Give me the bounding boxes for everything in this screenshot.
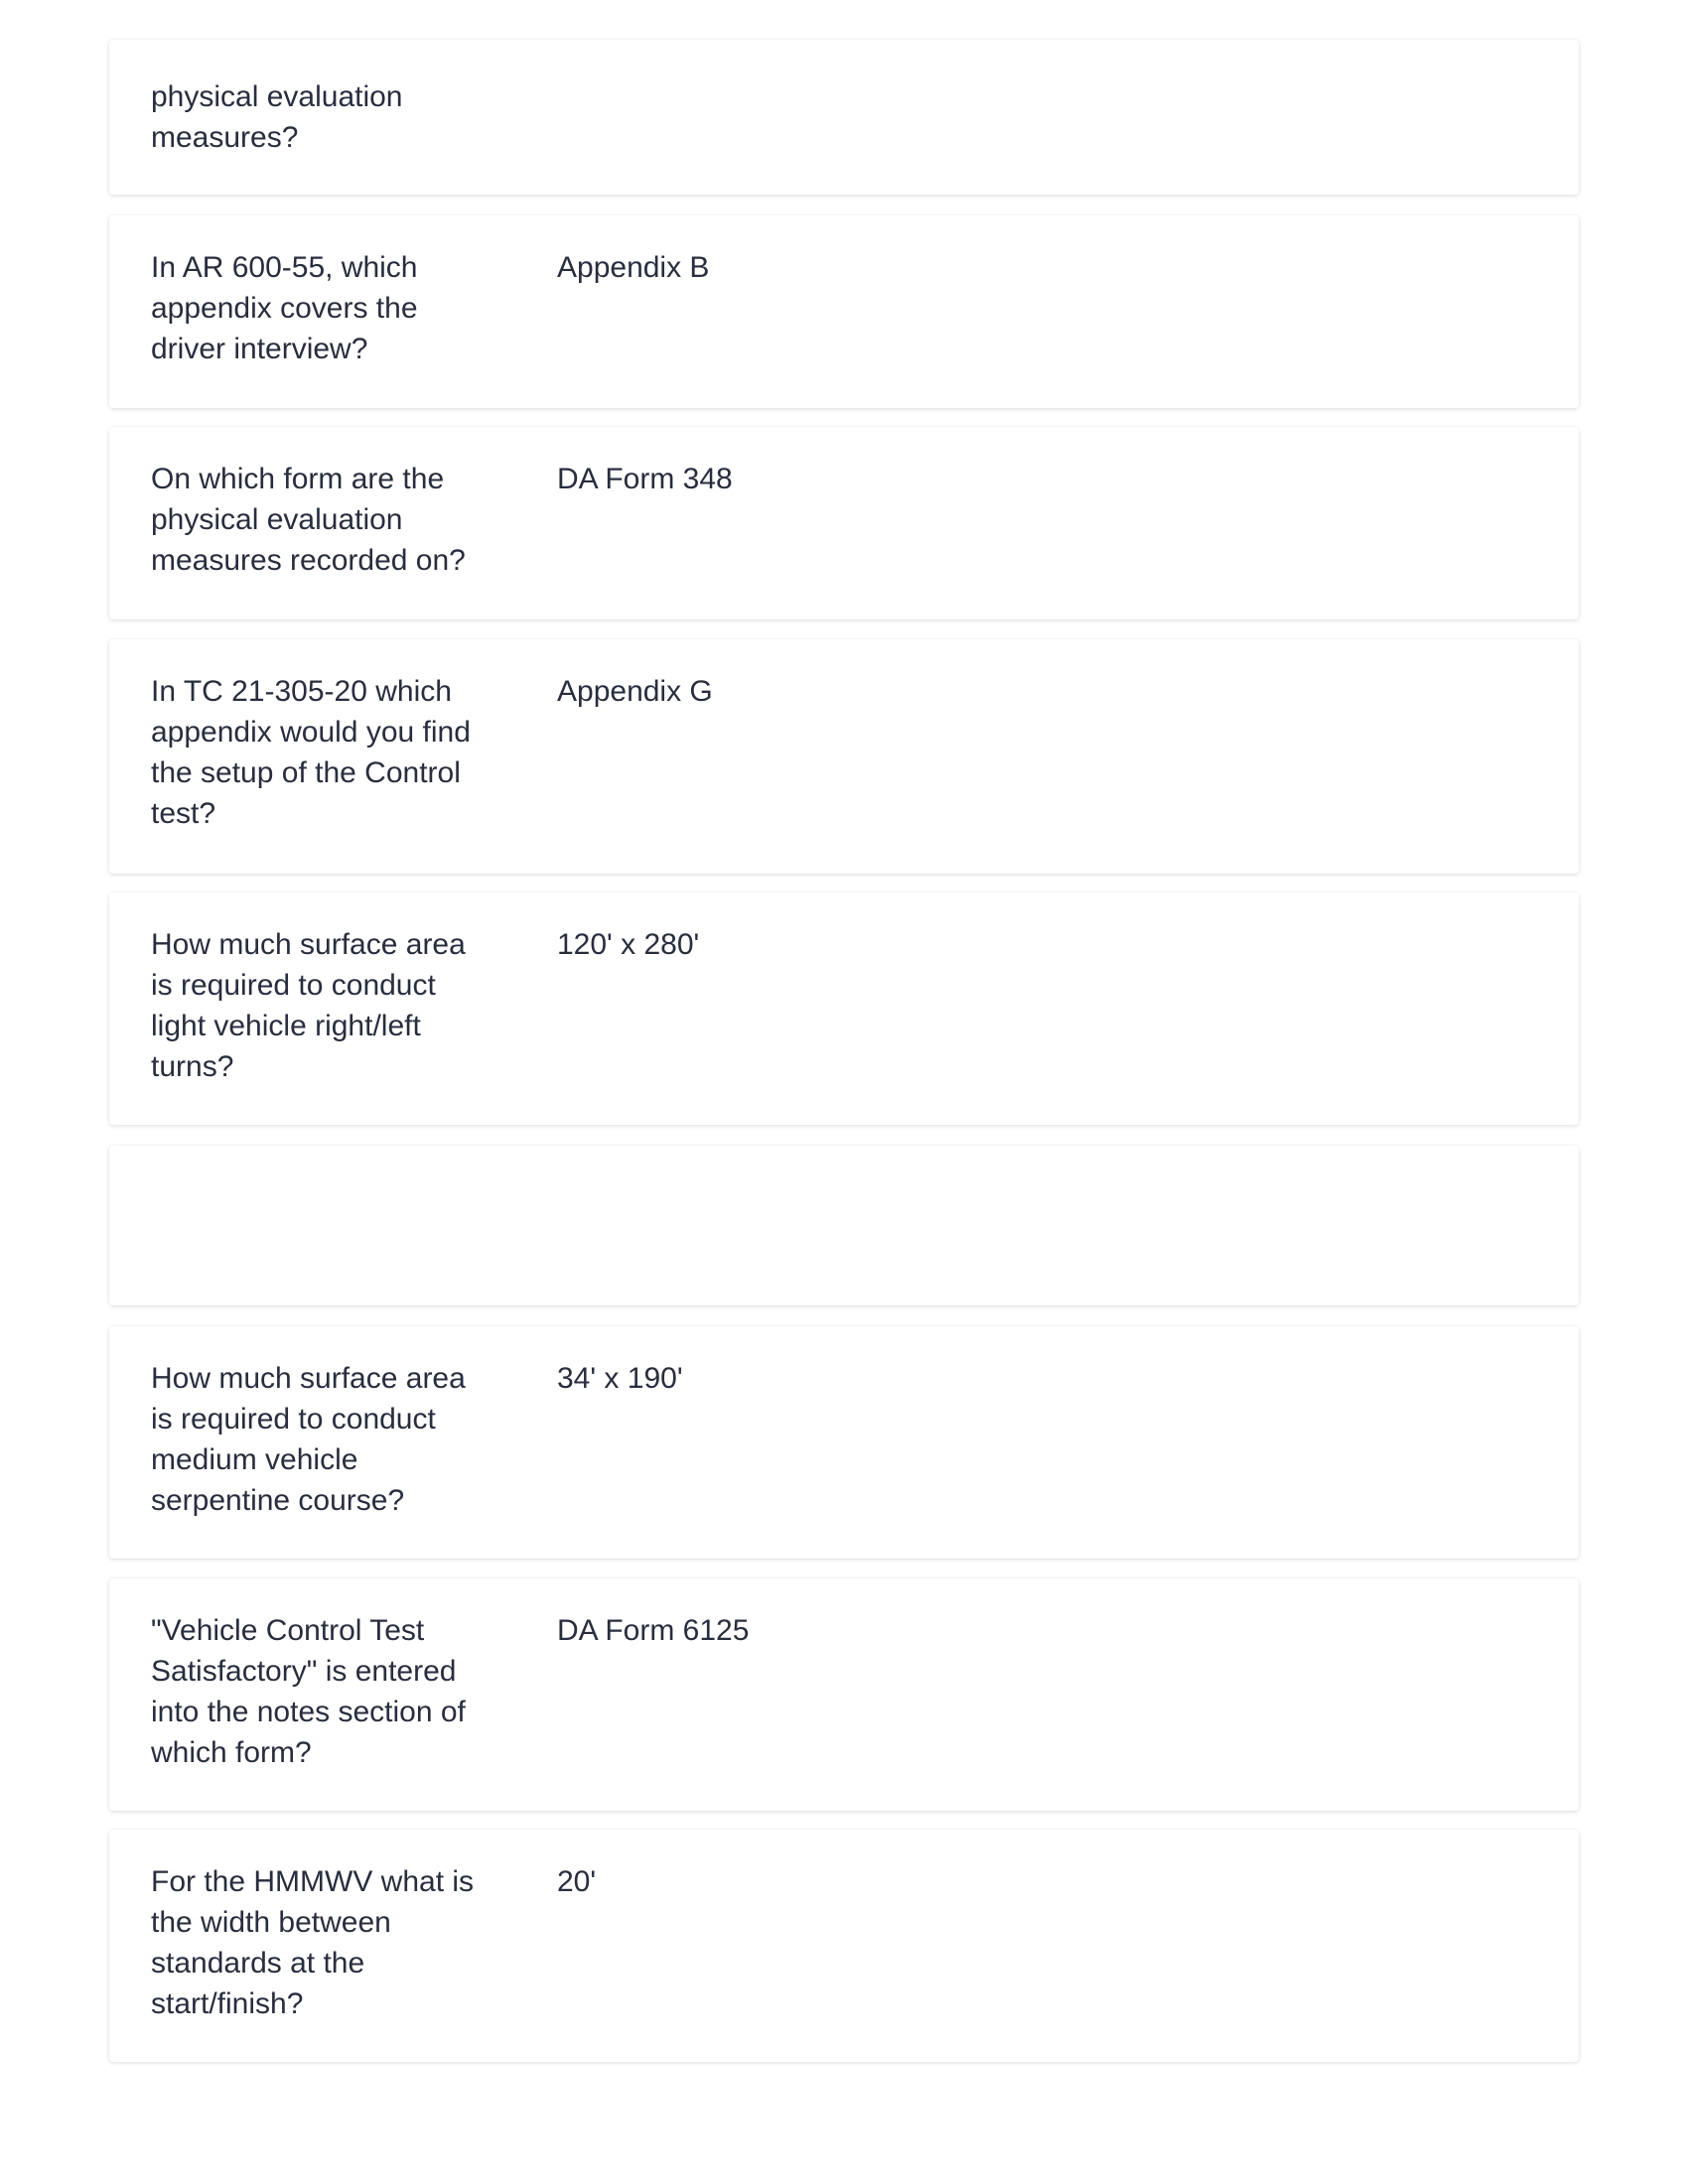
flashcard xyxy=(109,892,1579,1125)
flashcard xyxy=(109,1326,1579,1559)
card-definition: 20' xyxy=(557,1865,597,1898)
card-term: How much surface area is required to conduct medium vehicle serpentine course? xyxy=(151,1362,466,1517)
flashcard xyxy=(109,215,1579,408)
card-term: In AR 600-55, which appendix covers the driver interview? xyxy=(151,251,418,365)
card-definition: Appendix G xyxy=(557,675,713,708)
flashcard xyxy=(109,1578,1579,1811)
card-term: physical evaluation measures? xyxy=(151,80,403,154)
card-definition: DA Form 6125 xyxy=(557,1614,750,1647)
card-definition: 34' x 190' xyxy=(557,1362,683,1395)
card-term: "Vehicle Control Test Satisfactory" is entered into the notes section of which form? xyxy=(151,1614,466,1769)
flashcard xyxy=(109,1146,1579,1305)
card-term: For the HMMWV what is the width between standards at the start/finish? xyxy=(151,1865,475,2020)
card-definition: 120' x 280' xyxy=(557,928,700,961)
card-definition: DA Form 348 xyxy=(557,463,733,495)
card-definition: Appendix B xyxy=(557,251,710,284)
card-term: On which form are the physical evaluation measures recorded on? xyxy=(151,463,466,577)
card-term: How much surface area is required to conduct light vehicle right/left turns? xyxy=(151,928,466,1083)
flashcard xyxy=(109,1830,1579,2062)
card-term: In TC 21-305-20 which appendix would you find the setup of the Control test? xyxy=(151,675,471,830)
flashcard xyxy=(109,639,1579,874)
flashcard xyxy=(109,427,1579,619)
flashcard xyxy=(109,40,1579,195)
